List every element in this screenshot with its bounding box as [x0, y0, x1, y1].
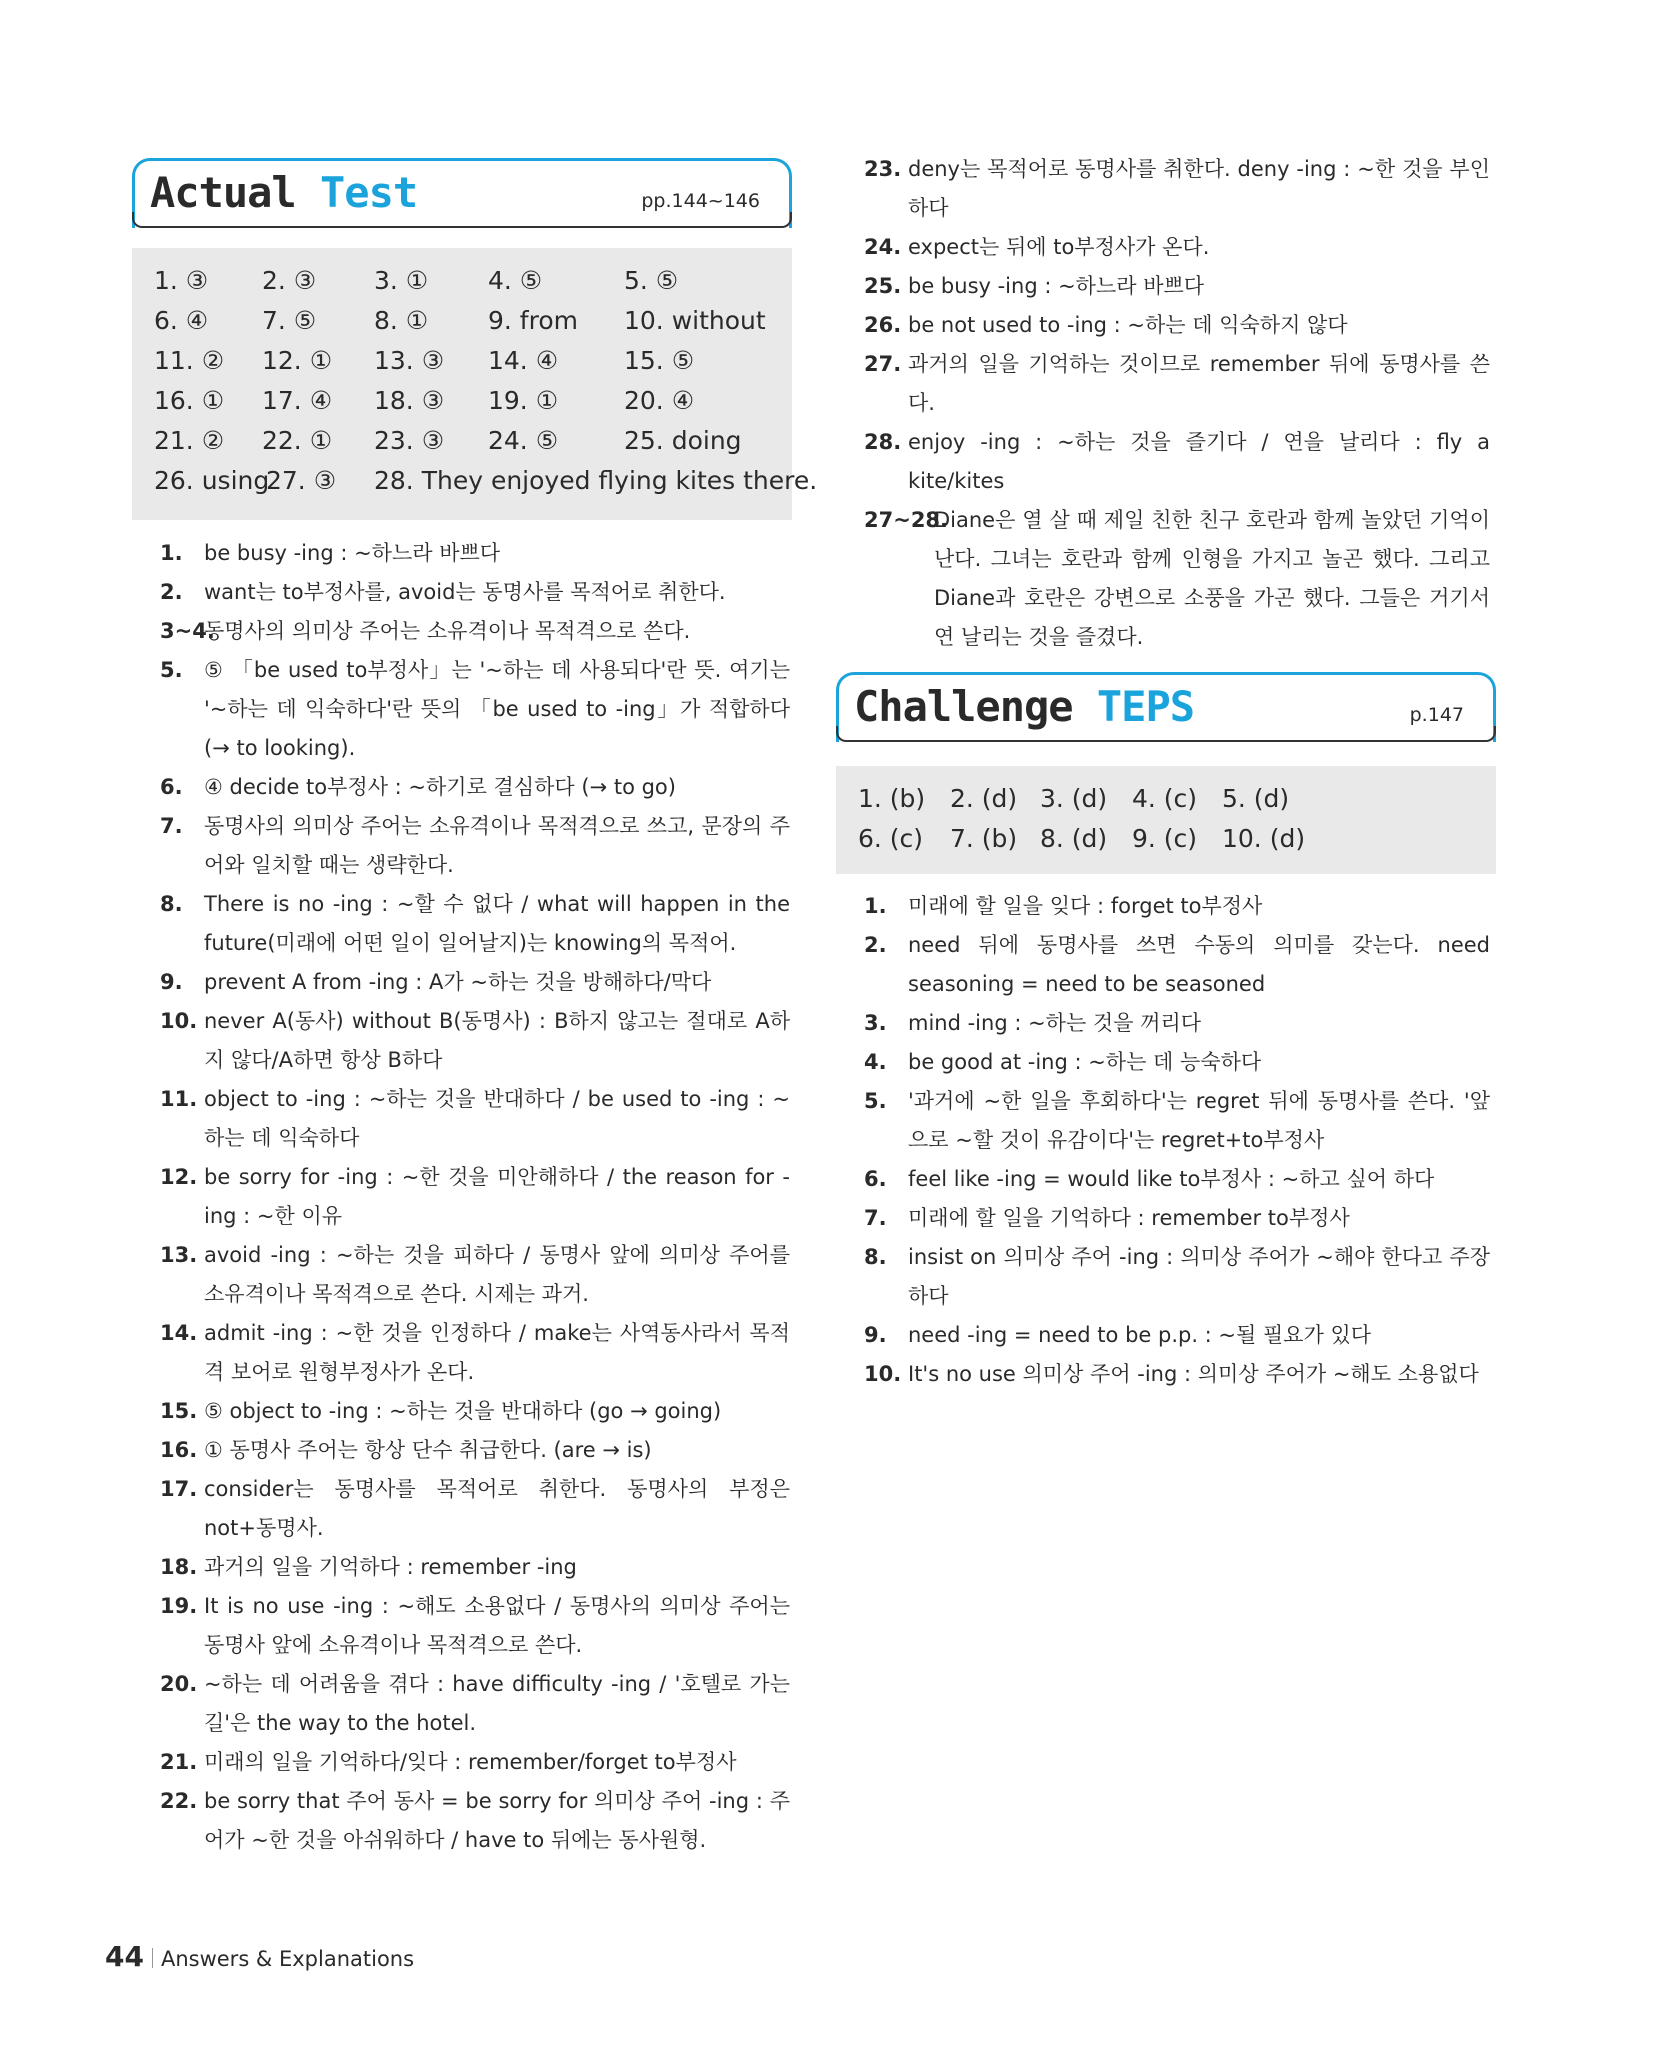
title-word-2: Test: [320, 168, 418, 217]
explanation-number: 2.: [864, 933, 887, 957]
answer-cell: 16. ①: [154, 386, 225, 415]
explanation-text: deny는 목적어로 동명사를 취한다. deny -ing : ~한 것을 부인하다: [908, 157, 1490, 220]
explanation-text: It is no use -ing : ~해도 소용없다 / 동명사의 의미상 주어는 동명사 앞에 소유격이나 목적격으로 쓴다.: [204, 1594, 790, 1657]
explanation-number: 28.: [864, 430, 902, 454]
explanation-text: consider는 동명사를 목적어로 취한다. 동명사의 부정은 not+동명사.: [204, 1477, 790, 1540]
challenge-teps-explanations: [864, 887, 1490, 1394]
explanation-item: [160, 885, 790, 963]
explanation-text: Diane은 열 살 때 제일 친한 친구 호란과 함께 놀았던 기억이 난다. 그녀는 호란과 함께 인형을 가지고 놀곤 했다. 그리고 Diane과 호란은 강변으로 소풍을 가곤 했다. 그들은 거기서 연 날리는 것을 즐겼다.: [934, 508, 1490, 649]
explanation-number: 1.: [160, 541, 183, 565]
answer-row: [154, 426, 782, 466]
explanation-number: 11.: [160, 1087, 198, 1111]
explanation-text: ④ decide to부정사 : ~하기로 결심하다 (→ to go): [204, 775, 676, 799]
answer-cell: 7. (b): [950, 824, 1018, 853]
explanation-item: [160, 612, 790, 651]
page-number: 44: [105, 1940, 144, 1973]
explanation-number: 18.: [160, 1555, 198, 1579]
answer-cell: 23. ③: [374, 426, 445, 455]
explanation-number: 24.: [864, 235, 902, 259]
challenge-teps-answer-box: [836, 766, 1496, 874]
explanation-number: 25.: [864, 274, 902, 298]
explanation-number: 3~4.: [160, 619, 215, 643]
explanation-text: ~하는 데 어려움을 겪다 : have difficulty -ing / '호텔로 가는 길'은 the way to the hotel.: [204, 1672, 790, 1735]
challenge-teps-answer-grid: [858, 784, 1486, 864]
explanation-item: [864, 887, 1490, 926]
explanation-number: 15.: [160, 1399, 198, 1423]
answer-cell: 7. ⑤: [262, 306, 317, 335]
explanation-item: [160, 1392, 790, 1431]
explanation-text: 미래에 할 일을 잊다 : forget to부정사: [908, 894, 1263, 918]
actual-test-pages: pp.144~146: [641, 190, 760, 212]
explanation-number: 19.: [160, 1594, 198, 1618]
answer-cell: 20. ④: [624, 386, 695, 415]
explanation-number: 1.: [864, 894, 887, 918]
answer-cell: 1. (b): [858, 784, 926, 813]
answer-cell: 5. (d): [1222, 784, 1290, 813]
explanation-item: [864, 423, 1490, 501]
explanation-number: 22.: [160, 1789, 198, 1813]
answer-cell: 4. (c): [1132, 784, 1198, 813]
answer-cell: 10. without: [624, 306, 766, 335]
answer-cell: 28. They enjoyed flying kites there.: [374, 466, 818, 495]
answer-row: [154, 386, 782, 426]
answer-cell: 4. ⑤: [488, 266, 543, 295]
actual-test-header: [132, 158, 792, 228]
explanation-text: be busy -ing : ~하느라 바쁘다: [204, 541, 501, 565]
explanation-number: 7.: [864, 1206, 887, 1230]
explanation-item: [160, 651, 790, 768]
explanation-item: [160, 768, 790, 807]
explanation-number: 8.: [864, 1245, 887, 1269]
explanation-number: 10.: [864, 1362, 902, 1386]
explanation-item: [864, 345, 1490, 423]
answer-cell: 25. doing: [624, 426, 742, 455]
answer-cell: 8. (d): [1040, 824, 1108, 853]
explanation-number: 27.: [864, 352, 902, 376]
explanation-item: [864, 1199, 1490, 1238]
explanation-item: [160, 1236, 790, 1314]
explanation-text: need 뒤에 동명사를 쓰면 수동의 의미를 갖는다. need seasoning = need to be seasoned: [908, 933, 1490, 996]
explanation-number: 5.: [864, 1089, 887, 1113]
answer-cell: 9. (c): [1132, 824, 1198, 853]
answer-cell: 2. ③: [262, 266, 317, 295]
explanation-text: 동명사의 의미상 주어는 소유격이나 목적격으로 쓰고, 문장의 주어와 일치할 때는 생략한다.: [204, 814, 790, 877]
explanation-number: 14.: [160, 1321, 198, 1345]
explanation-number: 6.: [160, 775, 183, 799]
title-word-1: Actual: [150, 168, 321, 217]
answer-row: [154, 346, 782, 386]
explanation-item: [160, 573, 790, 612]
answer-cell: 10. (d): [1222, 824, 1306, 853]
explanation-number: 16.: [160, 1438, 198, 1462]
explanation-number: 9.: [160, 970, 183, 994]
answer-row: [154, 306, 782, 346]
answer-row: [154, 266, 782, 306]
explanation-number: 20.: [160, 1672, 198, 1696]
answer-cell: 11. ②: [154, 346, 225, 375]
explanation-item: [160, 1002, 790, 1080]
footer-label: Answers & Explanations: [160, 1947, 415, 1971]
title-word-2: TEPS: [1096, 682, 1195, 731]
title-word-1: Challenge: [854, 682, 1097, 731]
answer-cell: 18. ③: [374, 386, 445, 415]
explanation-text: mind -ing : ~하는 것을 꺼리다: [908, 1011, 1202, 1035]
challenge-teps-title: [854, 682, 1194, 731]
explanation-text: be busy -ing : ~하느라 바쁘다: [908, 274, 1205, 298]
explanation-item: [864, 228, 1490, 267]
explanation-item: [864, 1238, 1490, 1316]
explanation-item: [864, 306, 1490, 345]
explanation-text: '과거에 ~한 일을 후회하다'는 regret 뒤에 동명사를 쓴다. '앞으로 ~할 것이 유감이다'는 regret+to부정사: [908, 1089, 1490, 1152]
answer-cell: 3. ①: [374, 266, 429, 295]
answer-cell: 2. (d): [950, 784, 1018, 813]
answer-cell: 9. from: [488, 306, 578, 335]
explanation-item: [160, 1665, 790, 1743]
explanation-item: [160, 1743, 790, 1782]
explanation-text: 과거의 일을 기억하는 것이므로 remember 뒤에 동명사를 쓴다.: [908, 352, 1490, 415]
answer-cell: 14. ④: [488, 346, 559, 375]
explanation-text: 동명사의 의미상 주어는 소유격이나 목적격으로 쓴다.: [204, 619, 691, 643]
actual-test-explanations: [160, 534, 790, 1860]
explanation-text: prevent A from -ing : A가 ~하는 것을 방해하다/막다: [204, 970, 712, 994]
explanation-number: 17.: [160, 1477, 198, 1501]
answer-cell: 26. using: [154, 466, 270, 495]
answer-cell: 6. (c): [858, 824, 924, 853]
explanation-item: [864, 1160, 1490, 1199]
explanation-text: ① 동명사 주어는 항상 단수 취급한다. (are → is): [204, 1438, 652, 1462]
explanation-number: 27~28.: [864, 508, 949, 532]
explanation-item: [160, 963, 790, 1002]
explanation-item: [160, 807, 790, 885]
explanation-item: [864, 926, 1490, 1004]
explanation-item: [160, 1314, 790, 1392]
explanation-text: object to -ing : ~하는 것을 반대하다 / be used to -ing : ~하는 데 익숙하다: [204, 1087, 790, 1150]
answer-cell: 27. ③: [266, 466, 337, 495]
explanation-number: 21.: [160, 1750, 198, 1774]
challenge-teps-pages: p.147: [1409, 704, 1464, 726]
explanation-number: 7.: [160, 814, 183, 838]
actual-test-title: [150, 168, 417, 217]
explanation-number: 26.: [864, 313, 902, 337]
explanation-text: 과거의 일을 기억하다 : remember -ing: [204, 1555, 577, 1579]
footer-divider: [152, 1948, 153, 1968]
page-footer: [105, 1940, 414, 1973]
challenge-teps-header: [836, 672, 1496, 742]
answer-cell: 22. ①: [262, 426, 333, 455]
explanation-text: admit -ing : ~한 것을 인정하다 / make는 사역동사라서 목적격 보어로 원형부정사가 온다.: [204, 1321, 790, 1384]
actual-test-explanations-continued: [864, 150, 1490, 657]
explanation-item: [160, 1431, 790, 1470]
explanation-number: 2.: [160, 580, 183, 604]
explanation-item: [160, 1587, 790, 1665]
explanation-item: [864, 501, 1490, 657]
answer-cell: 6. ④: [154, 306, 209, 335]
explanation-item: [864, 1082, 1490, 1160]
explanation-text: 미래의 일을 기억하다/잊다 : remember/forget to부정사: [204, 1750, 737, 1774]
answer-cell: 3. (d): [1040, 784, 1108, 813]
answer-cell: 24. ⑤: [488, 426, 559, 455]
explanation-text: be sorry for -ing : ~한 것을 미안해하다 / the reason for -ing : ~한 이유: [204, 1165, 790, 1228]
explanation-text: There is no -ing : ~할 수 없다 / what will happen in the future(미래에 어떤 일이 일어날지)는 knowing의 목적어.: [204, 892, 790, 955]
actual-test-answer-grid: [154, 266, 818, 506]
answer-cell: 8. ①: [374, 306, 429, 335]
explanation-item: [160, 1158, 790, 1236]
explanation-item: [864, 267, 1490, 306]
explanation-text: ⑤ 「be used to부정사」는 '~하는 데 사용되다'란 뜻. 여기는 '~하는 데 익숙하다'란 뜻의 「be used to -ing」가 적합하다(→ to looking).: [204, 658, 790, 760]
explanation-text: enjoy -ing : ~하는 것을 즐기다 / 연을 날리다 : fly a kite/kites: [908, 430, 1490, 493]
answer-cell: 17. ④: [262, 386, 333, 415]
answer-cell: 21. ②: [154, 426, 225, 455]
explanation-item: [160, 1782, 790, 1860]
explanation-text: never A(동사) without B(동명사) : B하지 않고는 절대로 A하지 않다/A하면 항상 B하다: [204, 1009, 790, 1072]
explanation-number: 13.: [160, 1243, 198, 1267]
answer-cell: 12. ①: [262, 346, 333, 375]
explanation-text: avoid -ing : ~하는 것을 피하다 / 동명사 앞에 의미상 주어를 소유격이나 목적격으로 쓴다. 시제는 과거.: [204, 1243, 790, 1306]
explanation-number: 5.: [160, 658, 183, 682]
answer-cell: 13. ③: [374, 346, 445, 375]
explanation-text: be sorry that 주어 동사 = be sorry for 의미상 주어 -ing : 주어가 ~한 것을 아쉬워하다 / have to 뒤에는 동사원형.: [204, 1789, 790, 1852]
explanation-text: insist on 의미상 주어 -ing : 의미상 주어가 ~해야 한다고 주장하다: [908, 1245, 1490, 1308]
explanation-item: [864, 1043, 1490, 1082]
explanation-number: 4.: [864, 1050, 887, 1074]
explanation-number: 23.: [864, 157, 902, 181]
answer-cell: 1. ③: [154, 266, 209, 295]
explanation-text: be not used to -ing : ~하는 데 익숙하지 않다: [908, 313, 1348, 337]
explanation-number: 12.: [160, 1165, 198, 1189]
explanation-number: 8.: [160, 892, 183, 916]
explanation-number: 3.: [864, 1011, 887, 1035]
explanation-item: [160, 1548, 790, 1587]
explanation-number: 6.: [864, 1167, 887, 1191]
answer-row: [858, 784, 1486, 824]
explanation-number: 10.: [160, 1009, 198, 1033]
explanation-item: [160, 1080, 790, 1158]
actual-test-answer-box: [132, 248, 818, 520]
answer-row: [154, 466, 818, 506]
explanation-text: want는 to부정사를, avoid는 동명사를 목적어로 취한다.: [204, 580, 726, 604]
explanation-text: need -ing = need to be p.p. : ~될 필요가 있다: [908, 1323, 1372, 1347]
answer-cell: 19. ①: [488, 386, 559, 415]
answer-cell: 15. ⑤: [624, 346, 695, 375]
explanation-item: [160, 1470, 790, 1548]
explanation-text: expect는 뒤에 to부정사가 온다.: [908, 235, 1210, 259]
explanation-text: feel like -ing = would like to부정사 : ~하고 싶어 하다: [908, 1167, 1435, 1191]
explanation-item: [864, 1316, 1490, 1355]
explanation-item: [864, 150, 1490, 228]
explanation-text: 미래에 할 일을 기억하다 : remember to부정사: [908, 1206, 1350, 1230]
explanation-item: [864, 1004, 1490, 1043]
explanation-number: 9.: [864, 1323, 887, 1347]
explanation-text: be good at -ing : ~하는 데 능숙하다: [908, 1050, 1262, 1074]
explanation-text: It's no use 의미상 주어 -ing : 의미상 주어가 ~해도 소용없다: [908, 1362, 1479, 1386]
explanation-item: [864, 1355, 1490, 1394]
answer-row: [858, 824, 1486, 864]
explanation-item: [160, 534, 790, 573]
explanation-text: ⑤ object to -ing : ~하는 것을 반대하다 (go → going): [204, 1399, 722, 1423]
answer-cell: 5. ⑤: [624, 266, 679, 295]
